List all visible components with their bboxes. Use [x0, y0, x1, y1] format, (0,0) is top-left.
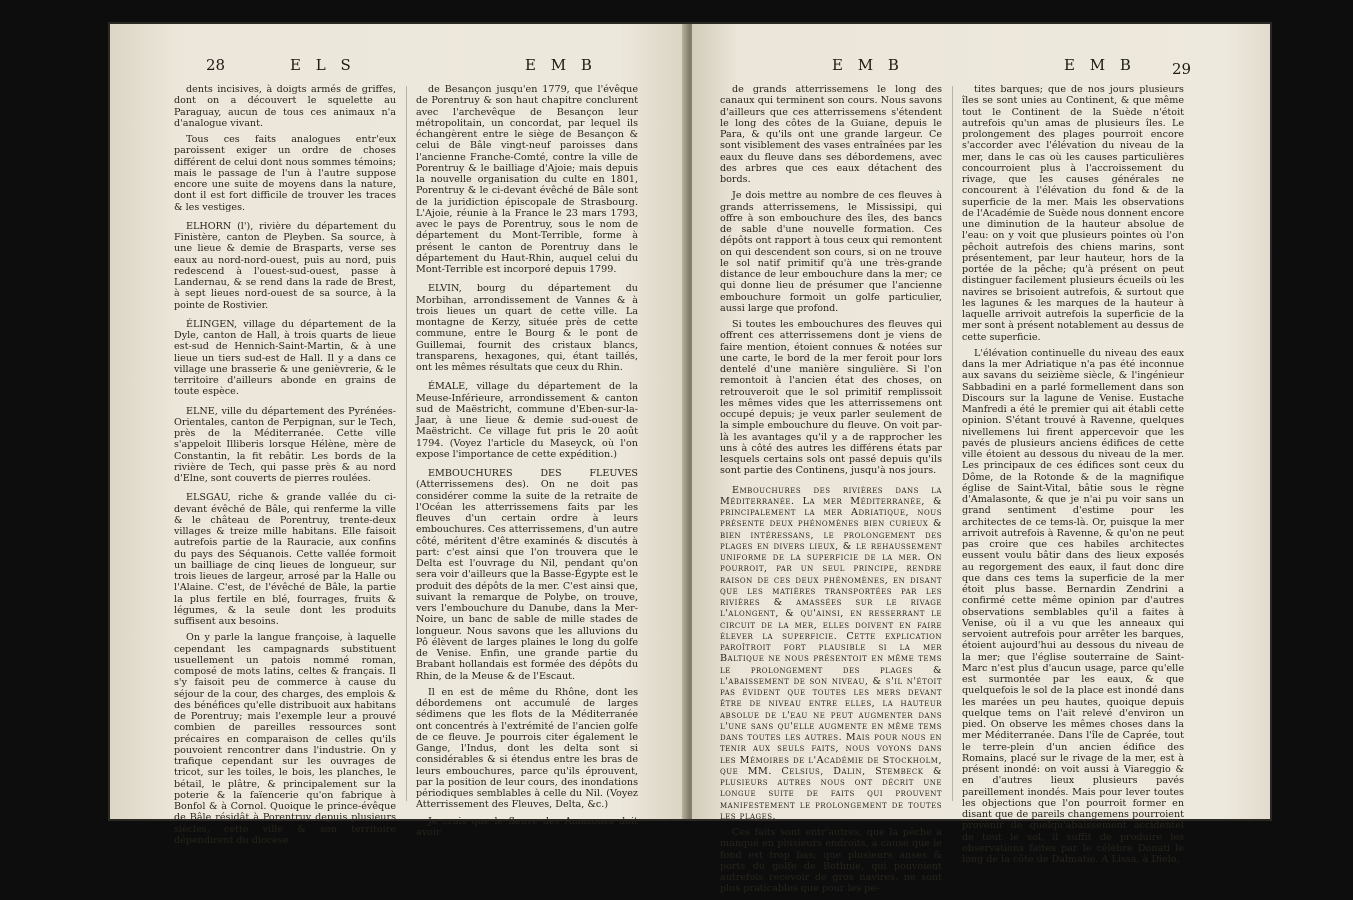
- running-head-left: E L S: [290, 56, 356, 74]
- right-page-column-2: [962, 84, 1184, 870]
- page-number: 29: [1172, 60, 1192, 78]
- book-spread: [110, 24, 1270, 895]
- page-number: 28: [206, 56, 226, 74]
- entry-elne: ELNE, ville du département des Pyrénées-Orientales, canton de Perpignan, sur le Tech, près de la Méditerranée. Cette ville s'appeloit Illiberis lorsque Hélène, mère de Constantin, la fit rebâtir. Les bords de la rivière de Tech, qui passe près & au nord d'Elne, sont couverts de pierres roulées.: [174, 405, 396, 484]
- left-page: [110, 24, 688, 846]
- right-page-column-1: [720, 84, 942, 900]
- entry-elhorn: ELHORN (l'), rivière du département du Finistère, canton de Pleyben. Sa source, à une lieue & demie de Brasparts, verse ses eaux au nord-nord-ouest, puis au nord, puis redescend à l'ouest-sud-ouest, passe à Landernau, & se rend dans la rade de Brest, à sept lieues nord-ouest de sa source, à la pointe de Rostivier.: [174, 220, 396, 311]
- running-head-right: E M B: [1064, 56, 1136, 74]
- paragraph: Si toutes les embouchures des fleuves qui offrent ces atterrissemens dont je viens de faire mention, étoient connues & notées sur une carte, le bord de la mer feroit pour lors dentelé d'une manière singulière. Si l'on remontoit à l'ancien état des choses, on retrouveroit que le sol primitif remplissoit les mêmes vides que les atterrissemens ont occupé depuis; je veux parler seulement de la simple embouchure du fleuve. On voit par-là les avantages qu'il y a de rapprocher les uns à côté des autres les différens états par lesquels certains sols ont passé depuis qu'ils sont partie des Continens, jusqu'à nos jours.: [720, 319, 942, 477]
- column-divider: [952, 86, 953, 801]
- paragraph: Il en est de même du Rhône, dont les débordemens ont accumulé de larges sédimens que les flots de la Méditerranée ont concentrés à l'extrémité de l'ancien golfe de ce fleuve. Je pourrois citer également le Gange, l'Indus, dont les delta sont si considérables & si étendus entre les bras de leurs embouchures, parce qu'ils éprouvent, par la position de leur cours, des inondations périodiques semblables à celle du Nil. (Voyez Atterrissement des Fleuves, Delta, &c.): [416, 686, 638, 811]
- entry-elsgau: ELSGAU, riche & grande vallée du ci-devant évêché de Bâle, qui renferme la ville & le château de Porentruy, trente-deux villages & treize mille habitans. Elle faisoit autrefois partie de la Rauracie, aux confins du pays des Séquanois. Cette vallée formoit un bailliage de cinq lieues de longueur, sur trois lieues de largeur, arrosé par la Halle ou l'Alaine. C'est, de l'évêché de Bâle, la partie la plus fertile en blé, fourrages, fruits & légumes, & la seule dont les produits suffisent aux besoins.: [174, 492, 396, 627]
- paragraph: On y parle la langue françoise, à laquelle cependant les campagnards substituent usuellement un patois nommé roman, composé de mots latins, celtes & français. Il s'y faisoit peu de commerce à cause du séjour de la cour, des charges, des emplois & des bénéfices qu'elle distribuoit aux habitans de Porentruy; mais l'exemple leur a prouvé combien de pareilles ressources sont précaires en comparaison de celles qu'ils pouvoient rencontrer dans l'industrie. On y trafique cependant sur les ouvrages de tricot, sur les toiles, le bois, les planches, le bétail, le plâtre, & principalement sur la poterie & la faïencerie qu'on fabrique à Bonfol & à Cornol. Quoique le prince-évêque de Bâle résidât à Porentruy depuis plusieurs siècles, cette ville & son territoire dépendirent du diocèse: [174, 632, 396, 846]
- right-page: [692, 24, 1270, 895]
- column-divider: [406, 86, 407, 801]
- paragraph: Je dois mettre au nombre de ces fleuves à grands atterrissemens, le Mississipi, qui offre à son embouchure des îles, des bancs de sable d'une nouvelle formation. Ces dépôts ont rapport à tous ceux qui remontent on qui descendent son cours, si on ne trouve le sol natif primitif qu'à une très-grande distance de leur embouchure dans la mer; ce qui donne lieu de présumer que l'ancienne embouchure formoit un golfe particulier, aussi large que profond.: [720, 190, 942, 314]
- entry-embouchures: EMBOUCHURES DES FLEUVES (Atterrissemens des). On ne doit pas considérer comme la suite de la retraite de l'Océan les atterrissemens faits par les fleuves d'un certain ordre à leurs embouchures. Ces atterrissemens, d'un autre côté, méritent d'être examinés & discutés à part: c'est ainsi que l'on trouvera que le Delta est l'ouvrage du Nil, pendant qu'on sera voir d'ailleurs que la Basse-Égypte est le produit des dépôts de la mer. C'est ainsi que, suivant la remarque de Polybe, on trouve, vers l'embouchure du Danube, dans la Mer-Noire, un banc de sable de mille stades de longueur. Nous savons que les alluvions du Pô élèvent de larges plaines le long du golfe de Venise. Enfin, une grande partie du Brabant hollandais est formée des dépôts du Rhin, de la Meuse & de l'Escaut.: [416, 468, 638, 682]
- entry-elingen: ÉLINGEN, village du département de la Dyle, canton de Hall, à trois quarts de lieue est-sud de Hennich-Saint-Martin, & à une lieue un tiers sud-est de Hall. Il y a dans ce village une brasserie & une genièvrerie, & le territoire d'ailleurs abonde en grains de toute espèce.: [174, 318, 396, 398]
- paragraph: Je crois que le fleuve des Amazones doit avoir: [416, 815, 638, 838]
- paragraph: Tous ces faits analogues entr'eux paroissent exiger un ordre de choses différent de celui dont nous sommes témoins; mais le passage de l'un à l'autre suppose encore une suite de moyens dans la nature, dont il est fort difficile de trouver les traces & les vestiges.: [174, 134, 396, 213]
- paragraph: de grands atterrissemens le long des canaux qui terminent son cours. Nous savons d'ailleurs que ces atterrissemens s'étendent le long des côtes de la Guiane, depuis le Para, & qu'ils ont une grande largeur. Ce sont visiblement des vases entraînées par les eaux du fleuve dans ses débordemens, avec des arbres que ces eaux détachent des bords.: [720, 84, 942, 185]
- paragraph: dents incisives, à doigts armés de griffes, dont on a découvert le squelette au Paraguay, aucun de tous ces animaux n'a d'analogue vivant.: [174, 84, 396, 129]
- entry-elvin: ELVIN, bourg du département du Morbihan, arrondissement de Vannes & à trois lieues un quart de cette ville. La montagne de Kerzy, située près de cette commune, entre le Bourg & le pont de Guillemai, fournit des cristaux blancs, transparens, hexagones, qui, étant taillés, ont les mêmes résultats que ceux du Rhin.: [416, 283, 638, 373]
- entry-embouchures-mediterranee: Embouchures des rivières dans la Méditerranée. La mer Méditerranée, & principalement la mer Adriatique, nous présente deux phénomènes bien curieux & bien intéressans, le prolongement des plages en divers lieux, & le rehaussement uniforme de la superficie de la mer. On pourroit, par un seul principe, rendre raison de ces deux phénomènes, en disant que les matières transportées par les rivières & amassées sur le rivage l'alongent, & qu'ainsi, en resserrant le circuit de la mer, elles doivent en faire élever la superficie. Cette explication paroîtroit fort plausible si la mer Baltique ne nous présentoit en même tems le prolongement des plages & l'abaissement de son niveau, & s'il n'étoit pas évident que toutes les mers devant être de niveau entre elles, la hauteur absolue de l'eau ne peut augmenter dans l'une sans qu'elle augmente en même tems dans toutes les autres. Mais pour nous en tenir aux seuls faits, nous voyons dans les Mémoires de l'Académie de Stockholm, que MM. Celsius, Dalin, Stembeck & plusieurs autres nous ont décrit une longue suite de faits qui prouvent manifestement le prolongement de toutes les plages.: [720, 484, 942, 822]
- entry-emale: ÉMALE, village du département de la Meuse-Inférieure, arrondissement & canton sud de Maëstricht, commune d'Eben-sur-la-Jaar, à une lieue & demie sud-ouest de Maëstricht. Ce village fut pris le 20 août 1794. (Voyez l'article du Maseyck, où l'on expose l'importance de cette expédition.): [416, 381, 638, 460]
- paragraph: L'élévation continuelle du niveau des eaux dans la mer Adriatique n'a pas été inconnue aux savans du seizième siècle, & l'ingénieur Sabbadini en a parlé formellement dans son Discours sur la lagune de Venise. Eustache Manfredi a été le premier qui ait établi cette opinion. S'étant trouvé à Ravenne, quelques nivellemens lui firent appercevoir que les pavés de plusieurs anciens édifices de cette ville étoient au dessous du niveau de la mer. Les principaux de ces édifices sont ceux du Dôme, de la Rotonde & de la magnifique église de Saint-Vital, bâtie sous le règne d'Amalasonte, & que je n'ai pu voir sans un grand sentiment d'estime pour les architectes de ce tems-là. Or, puisque la mer arrivoit autrefois à Ravenne, & qu'on ne peut pas croire que ces habiles architectes eussent voulu bâtir dans des lieux exposés au regorgement des eaux, il faut donc dire que dans ces tems la superficie de la mer étoit plus basse. Bernardin Zendrini a confirmé cette même opinion par d'autres observations semblables qu'il a faites à Venise, où il a vu que les anneaux qui servoient autrefois pour arrêter les barques, étoient aujourd'hui au dessous du niveau de la mer; que l'église souterraine de Saint-Marc n'est plus d'aucun usage, parce qu'elle est surmontée par les eaux, & que quelquefois le sol de la place est inondé dans les marées un peu hautes, quoique depuis quelque tems on l'ait relevé d'environ un pied. On observe les mêmes choses dans la mer Méditerranée. Dans l'île de Caprée, tout le terre-plein d'un ancien édifice des Romains, placé sur le rivage de la mer, est à présent inondé: on voit aussi à Viareggio & en d'autres lieux plusieurs pavés pareillement inondés. Mais pour lever toutes les objections que l'on pourroit former en disant que de pareils changemens pourroient provenir de quelqu'abaissement accidentel de tout le sol, il suffit de produire les observations faites par le célèbre Donati le long de la côte de Dalmatie. A Lissa, à Dielo,: [962, 347, 1184, 865]
- left-page-header: [110, 56, 688, 80]
- paragraph: tites barques; que de nos jours plusieurs îles se sont unies au Continent, & que même tout le Continent de la Suède n'étoit autrefois qu'un amas de plusieurs îles. Le prolongement des plages pourroit encore s'accorder avec l'élévation du niveau de la mer, dans le cas où les causes particulières concourroient plus à l'accroissement du rivage, que les causes générales ne concourent à l'élévation du fond & de la superficie de la mer. Mais les observations de l'Académie de Suède nous donnent encore une diminution de la hauteur absolue de l'eau: on y voit que plusieurs pointes où l'on pêchoit autrefois des chiens marins, sont présentement, par leur hauteur, hors de la portée de la pêche; qu'à présent on peut distinguer facilement plusieurs écueils où les navires se brisoient autrefois, & surtout que les lagunes & les marques de la hauteur à laquelle arrivoit autrefois la superficie de la mer sont à présent notablement au dessus de cette superficie.: [962, 84, 1184, 343]
- running-head-left: E M B: [832, 56, 904, 74]
- paragraph: de Besançon jusqu'en 1779, que l'évêque de Porentruy & son haut chapitre conclurent avec l'archevêque de Besançon leur métropolitain, un concordat, par lequel ils échangèrent entre le siège de Besançon & celui de Bâle vingt-neuf paroisses dans l'ancienne Franche-Comté, contre la ville de Porentruy & le bailliage d'Ajoie; mais depuis la nouvelle organisation du culte en 1801, Porentruy & le ci-devant évêché de Bâle sont de la juridiction épiscopale de Strasbourg. L'Ajoie, réunie à la France le 23 mars 1793, avec le pays de Porentruy, sous le nom de département du Mont-Terrible, forme à présent le canton de Porentruy dans le département du Haut-Rhin, auquel celui du Mont-Terrible est incorporé depuis 1799.: [416, 84, 638, 275]
- left-page-column-2: [416, 84, 638, 843]
- paragraph: Ces faits sont entr'autres, que la pêche a manqué en plusieurs endroits, à cause que le fond est trop bas; que plusieurs anses & ports du golfe de Bothnie, qui pouvoient autrefois recevoir de gros navires, ne sont plus praticables que pour les pe-: [720, 827, 942, 895]
- left-page-column-1: [174, 84, 396, 851]
- right-page-header: [692, 56, 1270, 80]
- running-head-right: E M B: [525, 56, 597, 74]
